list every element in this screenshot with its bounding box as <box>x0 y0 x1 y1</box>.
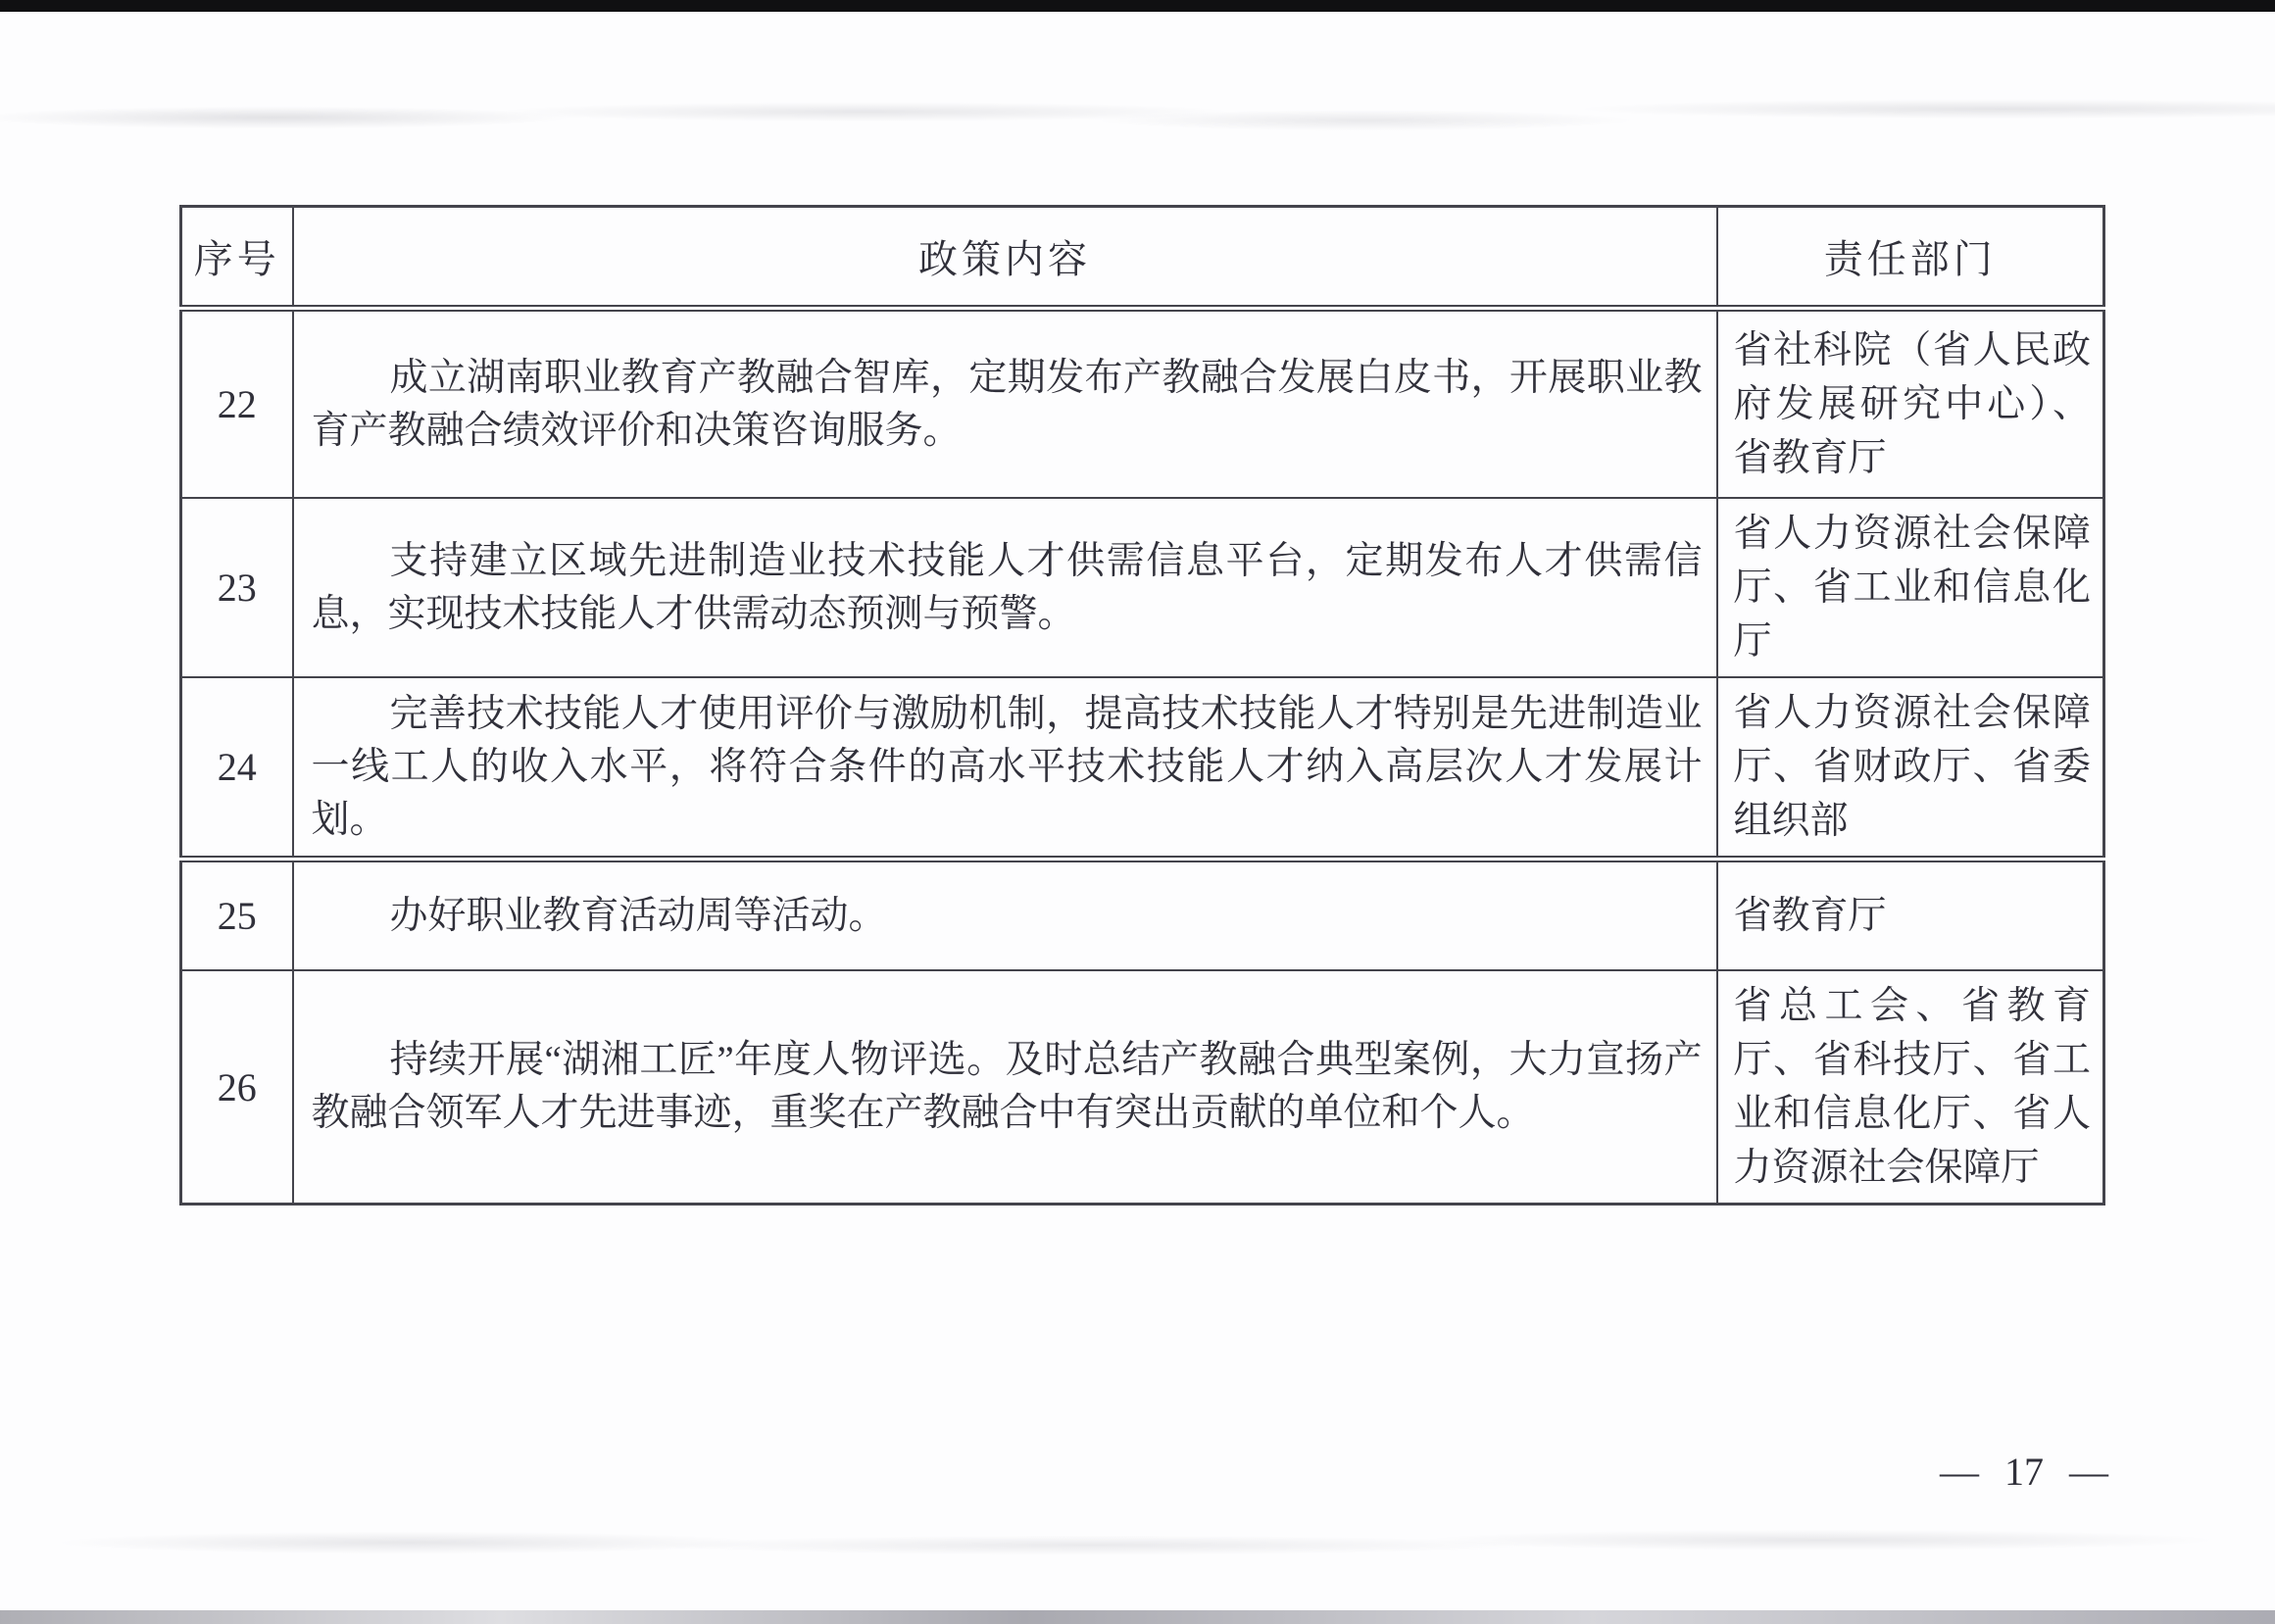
responsible-department-text: 省人力资源社会保障厅、省财政厅、省委组织部 <box>1733 692 2091 842</box>
scan-artifact-top-bar <box>0 0 2275 12</box>
page-number: — 17 — <box>1940 1450 2108 1494</box>
responsible-department-text: 省人力资源社会保障厅、省工业和信息化厅 <box>1733 513 2091 663</box>
policy-content-cell <box>293 309 1717 499</box>
row-number: 24 <box>181 677 293 860</box>
responsible-department-cell <box>1717 309 2104 499</box>
policy-content-text: 办好职业教育活动周等活动。 <box>389 894 887 937</box>
policy-content-text: 支持建立区域先进制造业技术技能人才供需信息平台，定期发布人才供需信息，实现技术技能人才供需动态预测与预警。 <box>311 539 1703 635</box>
policy-content-text: 成立湖南职业教育产教融合智库，定期发布产教融合发展白皮书，开展职业教育产教融合绩效评价和决策咨询服务。 <box>311 356 1703 452</box>
table-row-22 <box>181 309 2104 499</box>
responsible-department-text: 省社科院（省人民政府发展研究中心）、省教育厅 <box>1733 329 2091 479</box>
row-number: 26 <box>181 970 293 1205</box>
responsible-department-cell <box>1717 677 2104 860</box>
row-number: 22 <box>181 309 293 499</box>
responsible-department-cell <box>1717 860 2104 971</box>
column-header-policy-content: 政策内容 <box>293 207 1717 309</box>
scan-artifact-top-smudge <box>0 86 2275 143</box>
policy-content-cell <box>293 498 1717 677</box>
scan-artifact-bottom-bar <box>0 1610 2275 1624</box>
table-row-25 <box>181 860 2104 971</box>
policy-content-cell <box>293 970 1717 1205</box>
row-number: 25 <box>181 860 293 971</box>
table-row-26 <box>181 970 2104 1205</box>
table-header-row <box>181 207 2104 309</box>
responsible-department-text: 省总工会、省教育厅、省科技厅、省工业和信息化厅、省人力资源社会保障厅 <box>1733 985 2091 1189</box>
policy-content-cell <box>293 677 1717 860</box>
table-row-24 <box>181 677 2104 860</box>
responsible-department-text: 省教育厅 <box>1733 895 1887 937</box>
responsible-department-cell <box>1717 970 2104 1205</box>
column-header-responsible-department: 责任部门 <box>1717 207 2104 309</box>
policy-content-text: 完善技术技能人才使用评价与激励机制，提高技术技能人才特别是先进制造业一线工人的收入水平，将符合条件的高水平技术技能人才纳入高层次人才发展计划。 <box>311 692 1703 841</box>
policy-content-text: 持续开展“湖湘工匠”年度人物评选。及时总结产教融合典型案例，大力宣扬产教融合领军人才先进事迹，重奖在产教融合中有突出贡献的单位和个人。 <box>311 1039 1703 1134</box>
policy-content-cell <box>293 860 1717 971</box>
column-header-serial-number: 序号 <box>181 207 293 309</box>
policy-table <box>179 205 2105 1206</box>
table-row-23 <box>181 498 2104 677</box>
responsible-department-cell <box>1717 498 2104 677</box>
scan-artifact-bottom-smudge <box>0 1517 2275 1568</box>
row-number: 23 <box>181 498 293 677</box>
